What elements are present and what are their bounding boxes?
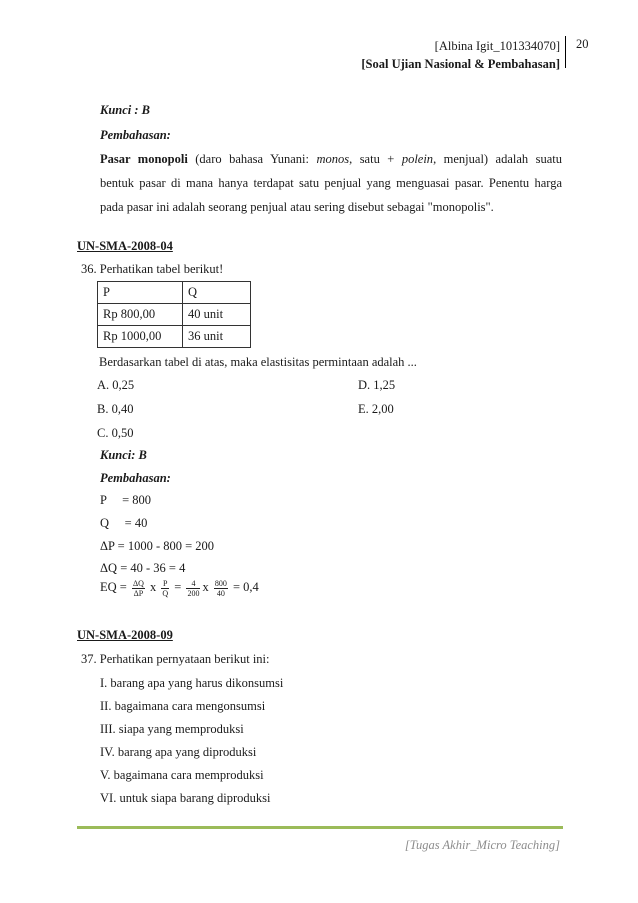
table-header-p: P [98, 282, 183, 304]
fraction-800-40 [214, 579, 228, 598]
question-37-code: UN-SMA-2008-09 [77, 628, 173, 642]
fraction-numerator: ΔQ [132, 578, 144, 588]
fraction-denominator: 40 [216, 588, 225, 598]
formula-lhs: EQ = [100, 580, 127, 594]
option-a: A. 0,25 [97, 378, 135, 392]
line1-part-c: , menjual) adalah suatu [433, 152, 562, 166]
header-author: [Albina Igit_101334070] [434, 39, 560, 53]
monopoly-definition-line1 [100, 150, 562, 168]
option-c: C. 0,50 [97, 426, 134, 440]
table-cell: Rp 800,00 [98, 304, 183, 326]
list-item: V. bagaimana cara memproduksi [100, 768, 264, 782]
times-sign: x [150, 580, 157, 594]
equals-sign: = [174, 580, 182, 594]
question-37-text: 37. Perhatikan pernyataan berikut ini: [81, 652, 270, 666]
fraction-dq-dp [132, 579, 145, 598]
monopoly-definition-line3: pada pasar ini adalah seorang penjual atau sering disebut sebagai "monopolis". [100, 200, 494, 214]
elasticity-formula [100, 578, 259, 598]
line1-part-b: , satu + [349, 152, 402, 166]
list-item: VI. untuk siapa barang diproduksi [100, 791, 271, 805]
fraction-denominator: 200 [187, 588, 200, 598]
discussion-heading-36: Pembahasan: [100, 471, 171, 485]
step-delta-q: ΔQ = 40 - 36 = 4 [100, 561, 186, 575]
answer-key-previous: Kunci : B [100, 103, 151, 117]
discussion-heading-previous: Pembahasan: [100, 128, 171, 142]
page-number: 20 [576, 37, 589, 51]
word-polein: polein [401, 152, 434, 166]
monopoly-term: Pasar monopoli [100, 152, 188, 166]
header-divider [565, 36, 566, 68]
table-cell: 40 unit [183, 304, 251, 326]
option-b: B. 0,40 [97, 402, 134, 416]
question-36-code: UN-SMA-2008-04 [77, 239, 173, 253]
list-item: I. barang apa yang harus dikonsumsi [100, 676, 284, 690]
times-sign: x [202, 580, 209, 594]
question-36-prompt: Berdasarkan tabel di atas, maka elastisitas permintaan adalah ... [99, 355, 417, 369]
option-d: D. 1,25 [358, 378, 396, 392]
table-cell: 36 unit [183, 326, 251, 348]
step-q: Q = 40 [100, 516, 148, 530]
header-title: [Soal Ujian Nasional & Pembahasan] [361, 57, 560, 71]
price-quantity-table [97, 281, 251, 348]
fraction-denominator: Q [162, 588, 169, 598]
list-item: IV. barang apa yang diproduksi [100, 745, 257, 759]
fraction-4-200 [186, 579, 200, 598]
answer-key-36: Kunci: B [100, 448, 147, 462]
word-monos: monos [316, 152, 350, 166]
step-p: P = 800 [100, 493, 152, 507]
fraction-numerator: P [163, 578, 168, 588]
fraction-p-q [161, 579, 169, 598]
fraction-denominator: ΔP [133, 588, 144, 598]
table-header-q: Q [183, 282, 251, 304]
monopoly-definition-line2: bentuk pasar di mana hanya terdapat satu penjual yang menguasai pasar. Penentu harga [100, 176, 562, 190]
footer-divider [77, 826, 563, 829]
fraction-numerator: 4 [186, 579, 200, 589]
step-delta-p: ΔP = 1000 - 800 = 200 [100, 539, 215, 553]
question-36-text: 36. Perhatikan tabel berikut! [81, 262, 224, 276]
line1-part-a: (daro bahasa Yunani: [187, 152, 317, 166]
option-e: E. 2,00 [358, 402, 394, 416]
table-row [98, 304, 251, 326]
table-row [98, 326, 251, 348]
table-cell: Rp 1000,00 [98, 326, 183, 348]
footer-text: [Tugas Akhir_Micro Teaching] [404, 838, 560, 852]
fraction-numerator: 800 [214, 578, 227, 588]
formula-result: = 0,4 [232, 580, 259, 594]
table-header-row [98, 282, 251, 304]
list-item: II. bagaimana cara mengonsumsi [100, 699, 266, 713]
list-item: III. siapa yang memproduksi [100, 722, 244, 736]
